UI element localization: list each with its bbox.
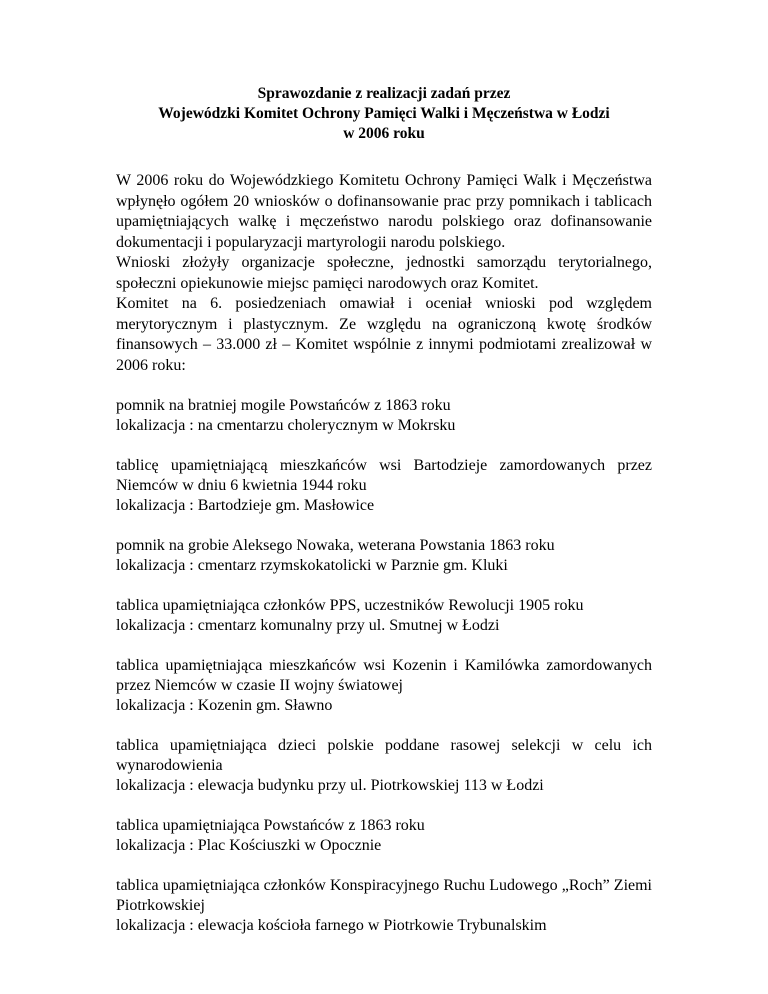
memorial-description: pomnik na grobie Aleksego Nowaka, weterana Powstania 1863 roku — [116, 537, 555, 554]
memorial-location: lokalizacja : Bartodzieje gm. Masłowice — [116, 497, 375, 514]
memorial-description: tablica upamiętniająca Powstańców z 1863 roku — [116, 817, 425, 834]
memorial-location: lokalizacja : cmentarz rzymskokatolicki w Parznie gm. Kluki — [116, 557, 508, 574]
memorial-description: tablica upamiętniająca dzieci polskie poddane rasowej selekcji w celu ich wynarodowienia — [116, 737, 652, 774]
intro-paragraph-3: Komitet na 6. posiedzeniach omawiał i oceniał wnioski pod względem merytorycznym i plastycznym. Ze względu na ograniczoną kwotę środków finansowych – 33.000 zł – Komitet wspólnie z innymi podmiotami zrealizował w 2006 roku: — [116, 295, 652, 374]
memorial-location: lokalizacja : na cmentarzu cholerycznym w Mokrsku — [116, 417, 456, 434]
document-title — [116, 84, 652, 144]
memorial-description: tablica upamiętniająca członków Konspiracyjnego Ruchu Ludowego „Roch” Ziemi Piotrkowskiej — [116, 877, 652, 914]
memorial-item-1 — [116, 396, 652, 436]
memorial-location: lokalizacja : Kozenin gm. Sławno — [116, 697, 333, 714]
memorial-item-2 — [116, 456, 652, 516]
memorial-item-4 — [116, 596, 652, 636]
memorial-location: lokalizacja : elewacja kościoła farnego w Piotrkowie Trybunalskim — [116, 917, 547, 934]
memorial-location: lokalizacja : Plac Kościuszki w Opocznie — [116, 837, 382, 854]
intro-paragraph-1: W 2006 roku do Wojewódzkiego Komitetu Ochrony Pamięci Walk i Męczeństwa wpłynęło ogółem 20 wniosków o dofinansowanie prac przy pomnikach i tablicach upamiętniających walkę i męczeństwo narodu polskiego oraz dofinansowanie dokumentacji i popularyzacji martyrologii narodu polskiego. — [116, 172, 652, 251]
memorial-item-5 — [116, 656, 652, 716]
memorial-item-7 — [116, 816, 652, 856]
memorial-location: lokalizacja : elewacja budynku przy ul. Piotrkowskiej 113 w Łodzi — [116, 777, 544, 794]
title-line-2: Wojewódzki Komitet Ochrony Pamięci Walki i Męczeństwa w Łodzi — [158, 105, 610, 122]
memorial-item-3 — [116, 536, 652, 576]
intro-section — [116, 171, 652, 376]
title-line-1: Sprawozdanie z realizacji zadań przez — [257, 85, 511, 102]
memorial-description: pomnik na bratniej mogile Powstańców z 1863 roku — [116, 397, 451, 414]
memorial-location: lokalizacja : cmentarz komunalny przy ul. Smutnej w Łodzi — [116, 617, 500, 634]
memorial-description: tablica upamiętniająca członków PPS, uczestników Rewolucji 1905 roku — [116, 597, 584, 614]
intro-paragraph-2: Wnioski złożyły organizacje społeczne, jednostki samorządu terytorialnego, społeczni opiekunowie miejsc pamięci narodowych oraz Komitet. — [116, 254, 652, 292]
memorial-item-8 — [116, 876, 652, 936]
memorial-description: tablica upamiętniająca mieszkańców wsi Kozenin i Kamilówka zamordowanych przez Niemców w czasie II wojny światowej — [116, 657, 652, 694]
title-line-3: w 2006 roku — [343, 125, 425, 142]
memorial-description: tablicę upamiętniającą mieszkańców wsi Bartodzieje zamordowanych przez Niemców w dniu 6 kwietnia 1944 roku — [116, 457, 652, 494]
memorial-item-6 — [116, 736, 652, 796]
